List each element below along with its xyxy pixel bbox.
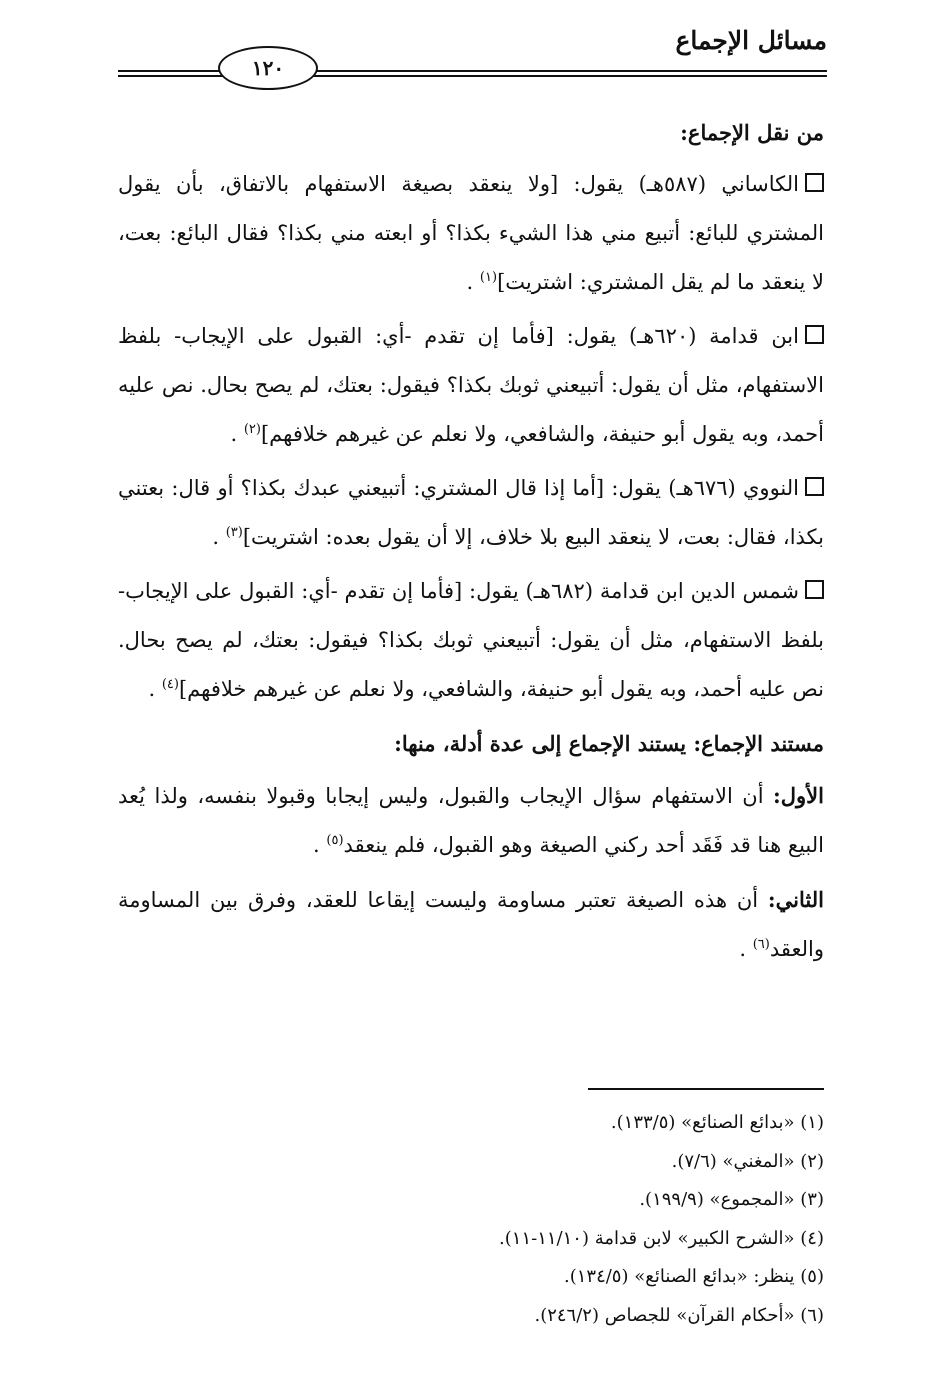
footnote-ref: (٣) (225, 525, 243, 540)
page-number: ١٢٠ (218, 46, 318, 90)
running-title: مسائل الإجماع (675, 26, 827, 55)
quote-ibn-qudama (118, 312, 824, 459)
quote-nawawi (118, 464, 824, 562)
footnote-ref: (٤) (161, 677, 179, 692)
quote-text: شمس الدين ابن قدامة (٦٨٢هـ) يقول: [فأما إن تقدم -أي: القبول على الإيجاب- بلفظ الاستفهام، مثل أن يقول: أتبيعني ثوبك بكذا؟ فيقول: بعتك، لم يصح بحال. نص عليه أحمد، وبه يقول أبو حنيفة، والشافعي، ولا نعلم عن غيرهم خلافهم] (118, 579, 824, 701)
evidence-end: . (739, 937, 747, 961)
footnote-item: (٥) ينظر: «بدائع الصنائع» (١٣٤/٥). (563, 1266, 824, 1287)
evidence-first (118, 771, 824, 870)
evidence-end: . (313, 833, 320, 857)
footnote-item: (٢) «المغني» (٧/٦). (671, 1150, 824, 1172)
quote-end: . (230, 422, 238, 446)
footnotes (224, 1104, 824, 1335)
quote-text: النووي (٦٧٦هـ) يقول: [أما إذا قال المشتري: أتبيعني عبدك بكذا؟ أو قال: بعتني بكذا، فقال: بعت، لا ينعقد البيع بلا خلاف، إلا أن يقول بعده: اشتريت] (118, 476, 824, 549)
footnote-item: (٤) «الشرح الكبير» لابن قدامة (١١/١٠-١١). (499, 1227, 824, 1249)
quote-kasani (118, 160, 824, 307)
checkbox-square-icon (805, 580, 824, 599)
checkbox-square-icon (805, 173, 824, 192)
footnote-ref: (٦) (752, 937, 770, 952)
section-heading-transmitters: من نقل الإجماع: (680, 120, 824, 145)
evidence-label: الأول: (773, 783, 824, 808)
quote-shams-aldin (118, 567, 824, 714)
quote-end: . (212, 525, 220, 549)
evidence-text: أن هذه الصيغة تعتبر مساومة وليست إيقاعا للعقد، وفرق بين المساومة والعقد (118, 888, 824, 961)
main-text (118, 108, 824, 979)
footnote-ref: (٢) (243, 422, 261, 437)
footnote-ref: (٥) (326, 833, 344, 848)
evidence-text: أن الاستفهام سؤال الإيجاب والقبول، وليس إيجابا وقبولا بنفسه، ولذا يُعد البيع هنا قد فَقَد أحد ركني الصيغة وهو القبول، فلم ينعقد (118, 784, 824, 857)
checkbox-square-icon (805, 325, 824, 344)
quote-end: . (148, 677, 156, 701)
page-header (118, 18, 827, 88)
footnote-item: (١) «بدائع الصنائع» (١٣٣/٥). (610, 1112, 824, 1133)
footnote-item: (٦) «أحكام القرآن» للجصاص (٢٤٦/٢). (534, 1304, 824, 1326)
evidence-label: الثاني: (767, 887, 824, 912)
quote-text: الكاساني (٥٨٧هـ) يقول: [ولا ينعقد بصيغة الاستفهام بالاتفاق، بأن يقول المشتري للبائع: أتبيع مني هذا الشيء بكذا؟ أو ابعته مني بكذا؟ فقال البائع: بعت، لا ينعقد ما لم يقل المشتري: اشتريت] (118, 172, 824, 294)
footnote-ref: (١) (479, 270, 498, 285)
evidence-second (118, 875, 824, 974)
checkbox-square-icon (805, 477, 824, 496)
quote-end: . (466, 270, 474, 294)
footnote-item: (٣) «المجموع» (١٩٩/٩). (639, 1189, 824, 1210)
quote-text: ابن قدامة (٦٢٠هـ) يقول: [فأما إن تقدم -أي: القبول على الإيجاب- بلفظ الاستفهام، مثل أن يقول: أتبيعني ثوبك بكذا؟ فيقول: بعتك، لم يصح بحال. نص عليه أحمد، وبه يقول أبو حنيفة، والشافعي، ولا نعلم عن غيرهم خلافهم] (118, 324, 824, 446)
footnote-separator (588, 1088, 824, 1090)
section-heading-basis: مستند الإجماع: يستند الإجماع إلى عدة أدلة، منها: (394, 731, 824, 756)
